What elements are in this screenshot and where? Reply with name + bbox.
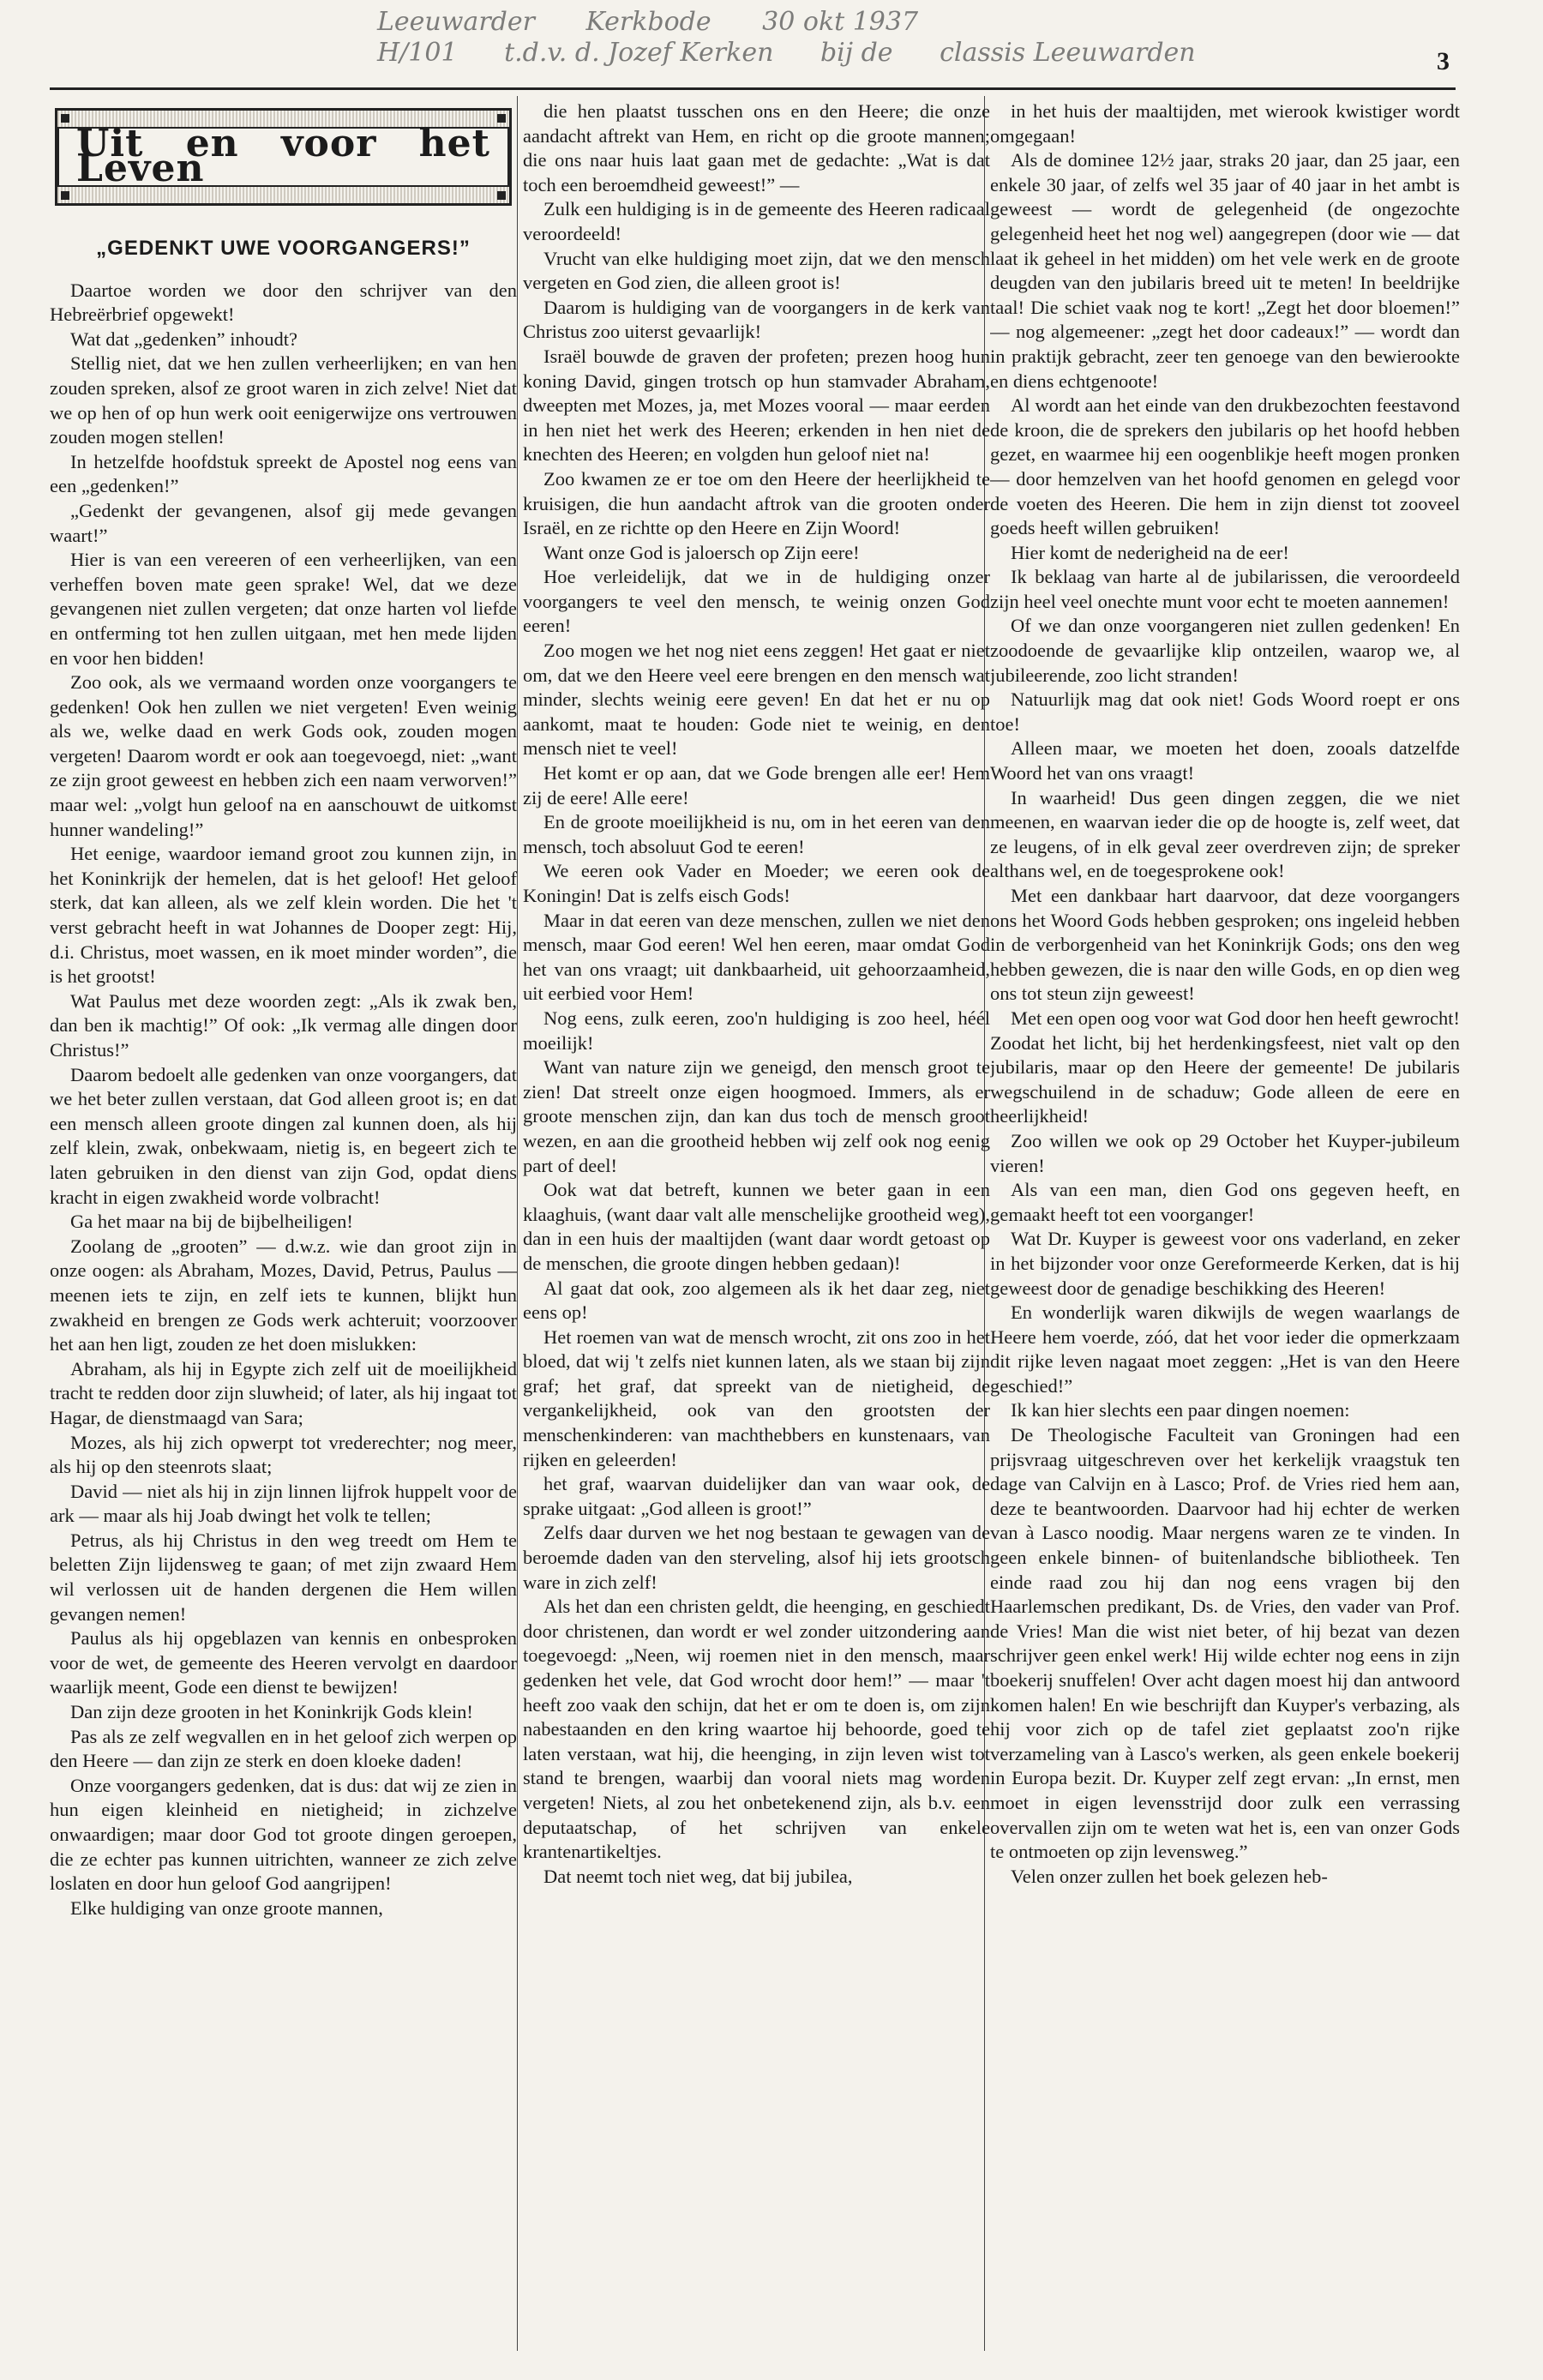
- section-title: Uit en voor het Leven: [57, 127, 509, 186]
- article-paragraph: Dat neemt toch niet weg, dat bij jubilea,: [543, 1865, 853, 1887]
- article-paragraph: We eeren ook Vader en Moeder; we eeren ook de Koningin! Dat is zelfs eisch Gods!: [523, 860, 990, 906]
- column-body: [523, 99, 990, 1889]
- article-paragraph: En wonderlijk waren dikwijls de wegen waarlangs de Heere hem voerde, zóó, dat het voor ieder die opmerkzaam dit rijke leven nagaat moet zeggen: „Het is van den Heere geschied!”: [990, 1301, 1460, 1397]
- article-paragraph: Vrucht van elke huldiging moet zijn, dat we den mensch vergeten en God zien, die alleen groot is!: [523, 247, 990, 294]
- article-paragraph: Daarom bedoelt alle gedenken van onze voorgangers, dat we het beter zullen verstaan, dat God alleen groot is; en dat een mensch alleen groote dingen zal kunnen doen, als hij zelf klein, zwak, onbekwaam, nietig is, en begeert zich te laten gebruiken in den dienst van zijn God, opdat diens kracht in eigen zwakheid worde volbracht!: [50, 1063, 517, 1208]
- article-column-3: [990, 99, 1460, 2346]
- article-paragraph: Ik beklaag van harte al de jubilarissen, die veroordeeld zijn heel veel onechte munt voor echt te moeten aannemen!: [990, 566, 1460, 612]
- article-paragraph: Zulk een huldiging is in de gemeente des Heeren radicaal veroordeeld!: [523, 198, 990, 244]
- article-paragraph: Al wordt aan het einde van den drukbezochten feestavond de kroon, die de sprekers den jubilaris op het hoofd hebben gezet, en waarmee hij een oogenblikje heeft mogen pronken — door hemzelven van het hoofd genomen en gelegd voor de voeten des Heeren. Die hem in zijn dienst tot zooveel goeds heeft willen gebruiken!: [990, 394, 1460, 539]
- masthead-ornament: [61, 191, 69, 200]
- article-paragraph: Elke huldiging van onze groote mannen,: [70, 1896, 383, 1919]
- section-masthead: [55, 108, 512, 206]
- article-paragraph: Als van een man, dien God ons gegeven heeft, en gemaakt heeft tot een voorganger!: [990, 1179, 1460, 1225]
- article-paragraph: Als de dominee 12½ jaar, straks 20 jaar, dan 25 jaar, een enkele 30 jaar, of zelfs wel 35 jaar of 40 jaar in het ambt is geweest — wordt de gelegenheid (de ongezochte gelegenheid heet het nog wel) aangegrepen (door wie — dat laat ik geheel in het midden) om het vele werk en de groote deugden van den jubilaris breed uit te meten! In beeldrijke taal! Die schiet vaak nog te kort! „Zegt het door bloemen!” — nog algemeener: „zegt het door cadeaux!” — wordt dan in praktijk gebracht, zeer ten genoege van den bewierookte en diens echtgenoote!: [990, 149, 1460, 392]
- annotation-text: H/101: [377, 38, 458, 68]
- article-paragraph: Daarom is huldiging van de voorgangers in de kerk van Christus zoo uiterst gevaarlijk!: [523, 296, 990, 343]
- article-paragraph: David — niet als hij in zijn linnen lijfrok huppelt voor de ark — maar als hij Joab dwingt het volk te tellen;: [50, 1480, 517, 1527]
- article-paragraph: „Gedenkt der gevangenen, alsof gij mede gevangen waart!”: [50, 499, 517, 546]
- article-paragraph: In hetzelfde hoofdstuk spreekt de Apostel nog eens van een „gedenken!”: [50, 450, 517, 497]
- article-paragraph: Hier is van een vereeren of een verheerlijken, van een verheffen boven mate geen sprake! Wel, dat we deze gevangenen niet zullen vergeten; dat onze harten vol liefde en ontferming tot hen zullen uitgaan, met hen mede lijden en voor hen bidden!: [50, 549, 517, 669]
- article-paragraph: Zoolang de „grooten” — d.w.z. wie dan groot zijn in onze oogen: als Abraham, Mozes, David, Petrus, Paulus — meenen iets te zijn, en zelf iets te kunnen, blijkt hun zwakheid en brengen ze Gods werk achteruit; voorzoover het aan hen ligt, zouden ze het doen mislukken:: [50, 1235, 517, 1355]
- article-paragraph: die hen plaatst tusschen ons en den Heere; die onze aandacht aftrekt van Hem, en richt op die groote mannen; die ons naar huis laat gaan met de gedachte: „Wat is dat toch een beroemdheid geweest!” —: [523, 100, 990, 195]
- article-paragraph: Ik kan hier slechts een paar dingen noemen:: [1011, 1399, 1350, 1421]
- article-paragraph: Met een open oog voor wat God door hen heeft gewrocht! Zoodat het licht, bij het herdenkingsfeest, niet valt op den jubilaris, maar op den Heere der gemeente! De jubilaris wegschuilend in de schaduw; Gode alleen de eere en heerlijkheid!: [990, 1007, 1460, 1127]
- article-paragraph: Zoo willen we ook op 29 October het Kuyper-jubileum vieren!: [990, 1129, 1460, 1176]
- header-rule: [50, 87, 1456, 90]
- column-body: [50, 279, 517, 1921]
- article-paragraph: Of we dan onze voorgangeren niet zullen gedenken! En zoodoende de gevaarlijke klip ontzeilen, waarop we, al jubileerende, zoo licht stranden!: [990, 615, 1460, 686]
- article-paragraph: Ga het maar na bij de bijbelheiligen!: [70, 1211, 353, 1233]
- article-paragraph: Het eenige, waardoor iemand groot zou kunnen zijn, in het Koninkrijk der hemelen, dat is het geloof! Het geloof sterk, dat kan alleen, als we zelf klein worden. Die het 't verst gebracht heeft in wat Johannes de Dooper zegt: Hij, d.i. Christus, moet wassen, en ik moet minder worden”, die is het grootst!: [50, 843, 517, 988]
- article-paragraph: Dan zijn deze grooten in het Koninkrijk Gods klein!: [70, 1701, 473, 1723]
- article-paragraph: Zoo ook, als we vermaand worden onze voorgangers te gedenken! Ook hen zullen we niet vergeten! Even weinig als we, welke daad en werk Gods ook, zouden mogen vergeten! Daarom wordt er ook aan toegevoegd, niet: „want ze zijn groot geweest en hebben zich een naam verworven!” maar wel: „volgt hun geloof na en aanschouwt de uitkomst hunner wandeling!”: [50, 671, 517, 840]
- article-paragraph: Wat dat „gedenken” inhoudt?: [70, 328, 297, 350]
- annotation-text: Kerkbode: [585, 7, 711, 37]
- annotation-text: t.d.v. d. Jozef Kerken: [504, 38, 774, 68]
- page-number: 3: [1437, 47, 1450, 75]
- article-paragraph: Nog eens, zulk eeren, zoo'n huldiging is zoo heel, héél moeilijk!: [523, 1007, 990, 1054]
- article-paragraph: Hoe verleidelijk, dat we in de huldiging onzer voorgangers te veel den mensch, te weinig onzen God eeren!: [523, 566, 990, 637]
- masthead-ornament: [497, 114, 506, 123]
- article-paragraph: het graf, waarvan duidelijker dan van waar ook, de sprake uitgaat: „God alleen is groot!”: [523, 1473, 990, 1519]
- column-divider: [517, 96, 518, 2351]
- article-paragraph: Petrus, als hij Christus in den weg treedt om Hem te beletten Zijn lijdensweg te gaan; of met zijn zwaard Hem wil verlossen uit de handen dergenen die Hem willen gevangen nemen!: [50, 1529, 517, 1625]
- article-paragraph: In waarheid! Dus geen dingen zeggen, die we niet meenen, en waarvan ieder die op de hoogte is, zelf weet, dat ze leugens, of in elk geval zeer overdreven zijn; de spreker althans wel, en de toegesprokene ook!: [990, 786, 1460, 882]
- masthead-ornament: [61, 114, 69, 123]
- annotation-text: Leeuwarder: [377, 7, 535, 37]
- annotation-text: bij de: [820, 38, 893, 68]
- article-column-1: [50, 99, 517, 2346]
- annotation-line-2: [377, 38, 1234, 69]
- article-paragraph: Wat Dr. Kuyper is geweest voor ons vaderland, en zeker in het bijzonder voor onze Gereformeerde Kerken, dat is hij geweest door de genadige beschikking des Heeren!: [990, 1228, 1460, 1299]
- article-paragraph: Alleen maar, we moeten het doen, zooals datzelfde Woord het van ons vraagt!: [990, 737, 1460, 784]
- article-paragraph: Mozes, als hij zich opwerpt tot vrederechter; nog meer, als hij op den steenrots slaat;: [50, 1431, 517, 1478]
- article-paragraph: Abraham, als hij in Egypte zich zelf uit de moeilijkheid tracht te redden door zijn sluwheid; of later, als hij ingaat tot Hagar, de dienstmaagd van Sara;: [50, 1357, 517, 1428]
- column-body: [990, 99, 1460, 1889]
- masthead-ornament: [497, 191, 506, 200]
- article-paragraph: Hier komt de nederigheid na de eer!: [1011, 541, 1289, 563]
- article-paragraph: Daartoe worden we door den schrijver van den Hebreërbrief opgewekt!: [50, 279, 517, 326]
- article-paragraph: Natuurlijk mag dat ook niet! Gods Woord roept er ons toe!: [990, 688, 1460, 735]
- article-paragraph: Want onze God is jaloersch op Zijn eere!: [543, 541, 860, 563]
- article-headline: „GEDENKT UWE VOORGANGERS!”: [96, 237, 471, 260]
- article-paragraph: Pas als ze zelf wegvallen en in het geloof zich werpen op den Heere — dan zijn ze sterk en doen kloeke daden!: [50, 1725, 517, 1772]
- article-paragraph: Zoo mogen we het nog niet eens zeggen! Het gaat er niet om, dat we den Heere veel eere brengen en den mensch wat minder, slechts weinig eere geven! En dat het er nu op aankomt, maat te houden: Gode niet te weinig, en den mensch niet te veel!: [523, 640, 990, 760]
- article-paragraph: Zoo kwamen ze er toe om den Heere der heerlijkheid te kruisigen, die hun aandacht aftrok van die grooten onder Israël, en ze richtte op den Heere en Zijn Woord!: [523, 467, 990, 539]
- article-paragraph: Als het dan een christen geldt, die heenging, en geschiedt door christenen, dan wordt er wel zonder uitzondering aan toegevoegd: „Neen, wij roemen niet in den mensch, maar gedenken het vele, dat God wrocht door hem!” — maar 't heeft zoo vaak den schijn, dat het er om te doen is, om zijn nabestaanden en den kring waartoe hij behoorde, goed te laten verstaan, wat hij, die heenging, in zijn leven wist tot stand te brengen, waarbij dan vooral niets mag worden vergeten! Niets, al zou het onbetekenend zijn, als b.v. een deputaatschap, of het schrijven van enkele krantenartikeltjes.: [523, 1596, 990, 1863]
- annotation-date: 30 okt 1937: [762, 7, 919, 37]
- article-paragraph: En de groote moeilijkheid is nu, om in het eeren van den mensch, toch absoluut God te eeren!: [523, 811, 990, 857]
- article-paragraph: in het huis der maaltijden, met wierook kwistiger wordt omgegaan!: [990, 100, 1460, 147]
- annotation-line-1: [377, 7, 961, 38]
- article-paragraph: Want van nature zijn we geneigd, den mensch groot te zien! Dat streelt onze eigen hoogmoed. Immers, als er groote menschen zijn, dan kan dus toch de mensch groot wezen, en aan die grootheid hebben wij zelf ook nog eenig part of deel!: [523, 1056, 990, 1176]
- article-paragraph: Velen onzer zullen het boek gelezen heb-: [1011, 1865, 1328, 1887]
- article-paragraph: Al gaat dat ook, zoo algemeen als ik het daar zeg, niet eens op!: [523, 1277, 990, 1324]
- article-paragraph: Wat Paulus met deze woorden zegt: „Als ik zwak ben, dan ben ik machtig!” Of ook: „Ik vermag alle dingen door Christus!”: [50, 989, 517, 1061]
- article-paragraph: Maar in dat eeren van deze menschen, zullen we niet den mensch, maar God eeren! Wel hen eeren, maar omdat God het van ons vraagt; uit dankbaarheid, uit gehoorzaamheid, uit eerbied voor Hem!: [523, 909, 990, 1005]
- article-paragraph: De Theologische Faculteit van Groningen had een prijsvraag uitgeschreven over het kerkelijk vraagstuk ten dage van Calvijn en à Lasco; Prof. de Vries ried hem aan, deze te beantwoorden. Daarvoor had hij echter de werken van à Lasco noodig. Maar nergens waren ze te vinden. In geen enkele binnen- of buitenlandsche bibliotheek. Ten einde raad zou hij dan nog eens vragen bij den Haarlemschen predikant, Ds. de Vries, den vader van Prof. de Vries! Man die wist niet beter, of hij bezat van dezen schrijver geen enkel werk! Hij wilde echter nog eens in zijn boekerij snuffelen! Over acht dagen moest hij dan antwoord komen halen! En wie beschrijft dan Kuyper's verbazing, als hij voor zich op de tafel ziet geplaatst zoo'n rijke verzameling van à Lasco's werken, als geen enkele boekerij in Europa bezit. Dr. Kuyper zelf zegt ervan: „In ernst, men moet in eigen levensstrijd door zulk een verrassing overvallen zijn om te weten wat het is, een van onzer Gods te ontmoeten op zijn levensweg.”: [990, 1424, 1460, 1863]
- article-paragraph: Onze voorgangers gedenken, dat is dus: dat wij ze zien in hun eigen kleinheid en nietigheid; in zichzelve onwaardigen; maar door God tot groote dingen geroepen, die ze echter pas kunnen uitrichten, wanneer ze zich zelve loslaten en door hun geloof God aangrijpen!: [50, 1774, 517, 1895]
- article-paragraph: Zelfs daar durven we het nog bestaan te gewagen van de beroemde daden van den sterveling, alsof hij iets grootsch ware in zich zelf!: [523, 1522, 990, 1593]
- article-paragraph: Ook wat dat betreft, kunnen we beter gaan in een klaaghuis, (want daar valt alle menschelijke grootheid weg), dan in een huis der maaltijden (want daar wordt getoast op de menschen, die groote dingen hebben gedaan)!: [523, 1179, 990, 1274]
- article-paragraph: Israël bouwde de graven der profeten; prezen hoog hun koning David, gingen trotsch op hun stamvader Abraham, dweepten met Mozes, ja, met Mozes vooral — maar eerden in hen niet het werk des Heeren; erkenden in hen niet de knechten des Heeren; en volgden hun geloof niet na!: [523, 345, 990, 466]
- article-column-2: [523, 99, 990, 2346]
- article-paragraph: Paulus als hij opgeblazen van kennis en onbesproken voor de wet, de gemeente des Heeren vervolgt en daardoor waarlijk meent, Gode een dienst te bewijzen!: [50, 1627, 517, 1698]
- handwritten-annotation: [377, 7, 1474, 72]
- annotation-text: classis Leeuwarden: [940, 38, 1196, 68]
- article-paragraph: Het roemen van wat de mensch wrocht, zit ons zoo in het bloed, dat wij 't zelfs niet kunnen laten, als we staan bij zijn graf; het graf, dat spreekt van de nietigheid, de vergankelijkheid, ook van den grootsten der menschenkinderen: van machthebbers en kunstenaars, van rijken en geleerden!: [523, 1325, 990, 1470]
- article-paragraph: Met een dankbaar hart daarvoor, dat deze voorgangers ons het Woord Gods hebben gesproken; ons ingeleid hebben in de verborgenheid van het Koninkrijk Gods; ons den weg hebben gewezen, die is naar den wille Gods, en op dien weg ons tot steun zijn geweest!: [990, 885, 1460, 1005]
- article-paragraph: Stellig niet, dat we hen zullen verheerlijken; en van hen zouden spreken, alsof ze groot waren in zich zelve! Niet dat we op hen of op hun werk ooit eenigerwijze ons vertrouwen zouden mogen stellen!: [50, 352, 517, 448]
- article-paragraph: Het komt er op aan, dat we Gode brengen alle eer! Hem zij de eere! Alle eere!: [523, 762, 990, 808]
